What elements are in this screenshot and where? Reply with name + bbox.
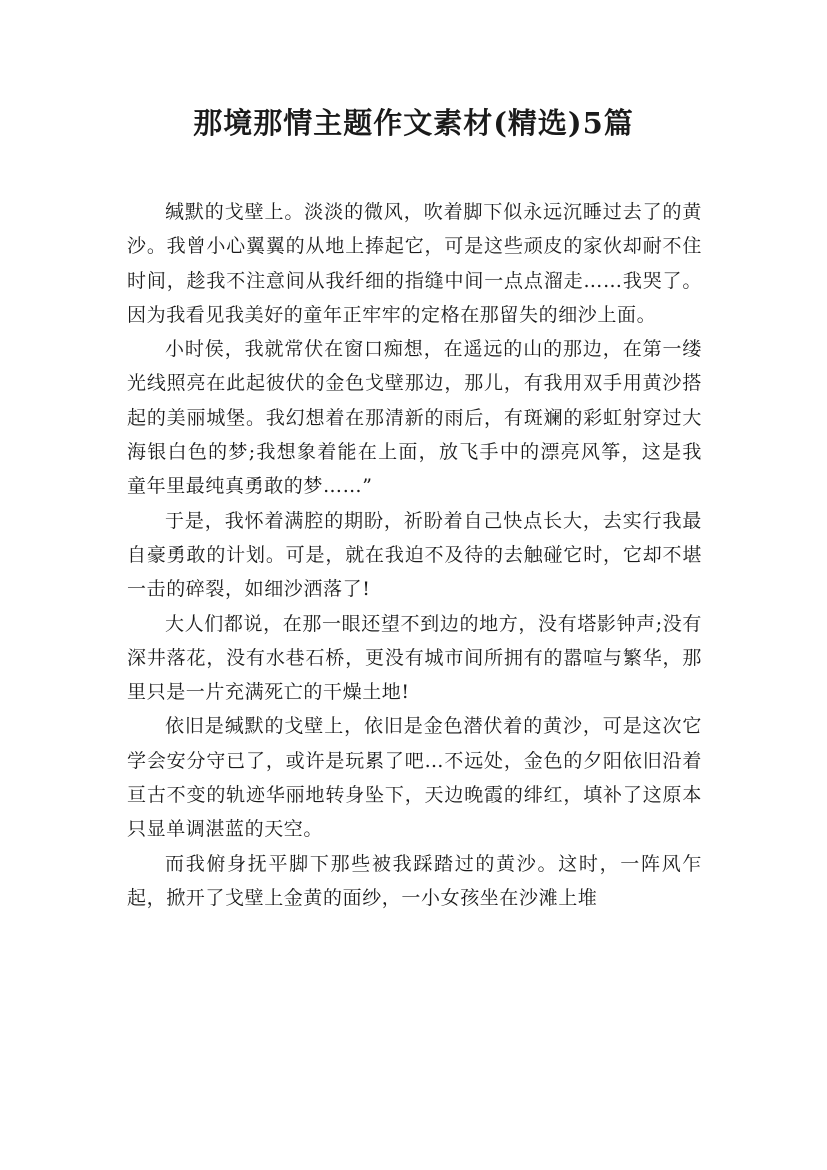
paragraph: 缄默的戈壁上。淡淡的微风，吹着脚下似永远沉睡过去了的黄沙。我曾小心翼翼的从地上捧起它，可是这些顽皮的家伙却耐不住时间，趁我不注意间从我纤细的指缝中间一点点溜走……我哭了。因为我看见我美好的童年正牢牢的定格在那留失的细沙上面。: [127, 201, 702, 326]
document-body: [127, 195, 702, 915]
document-title: 那境那情主题作文素材(精选)5篇: [193, 106, 634, 140]
paragraph: 而我俯身抚平脚下那些被我踩踏过的黄沙。这时，一阵风乍起，掀开了戈壁上金黄的面纱，一小女孩坐在沙滩上堆: [127, 852, 702, 909]
paragraph: 于是，我怀着满腔的期盼，祈盼着自己快点长大，去实行我最自豪勇敢的计划。可是，就在我迫不及待的去触碰它时，它却不堪一击的碎裂，如细沙洒落了!: [127, 509, 702, 601]
paragraph: 依旧是缄默的戈壁上，依旧是金色潜伏着的黄沙，可是这次它学会安分守已了，或许是玩累了吧…不远处，金色的夕阳依旧沿着亘古不变的轨迹华丽地转身坠下，天边晚霞的绯红，填补了这原本只显单调湛蓝的天空。: [127, 715, 702, 841]
paragraph: 大人们都说，在那一眼还望不到边的地方，没有塔影钟声;没有深井落花，没有水巷石桥，更没有城市间所拥有的嚣喧与繁华，那里只是一片充满死亡的干燥土地!: [127, 612, 702, 704]
paragraph: 小时侯，我就常伏在窗口痴想，在遥远的山的那边，在第一缕光线照亮在此起彼伏的金色戈壁那边，那儿，有我用双手用黄沙搭起的美丽城堡。我幻想着在那清新的雨后，有斑斓的彩虹射穿过大海银白色的梦;我想象着能在上面，放飞手中的漂亮风筝，这是我童年里最纯真勇敢的梦……”: [127, 338, 702, 498]
